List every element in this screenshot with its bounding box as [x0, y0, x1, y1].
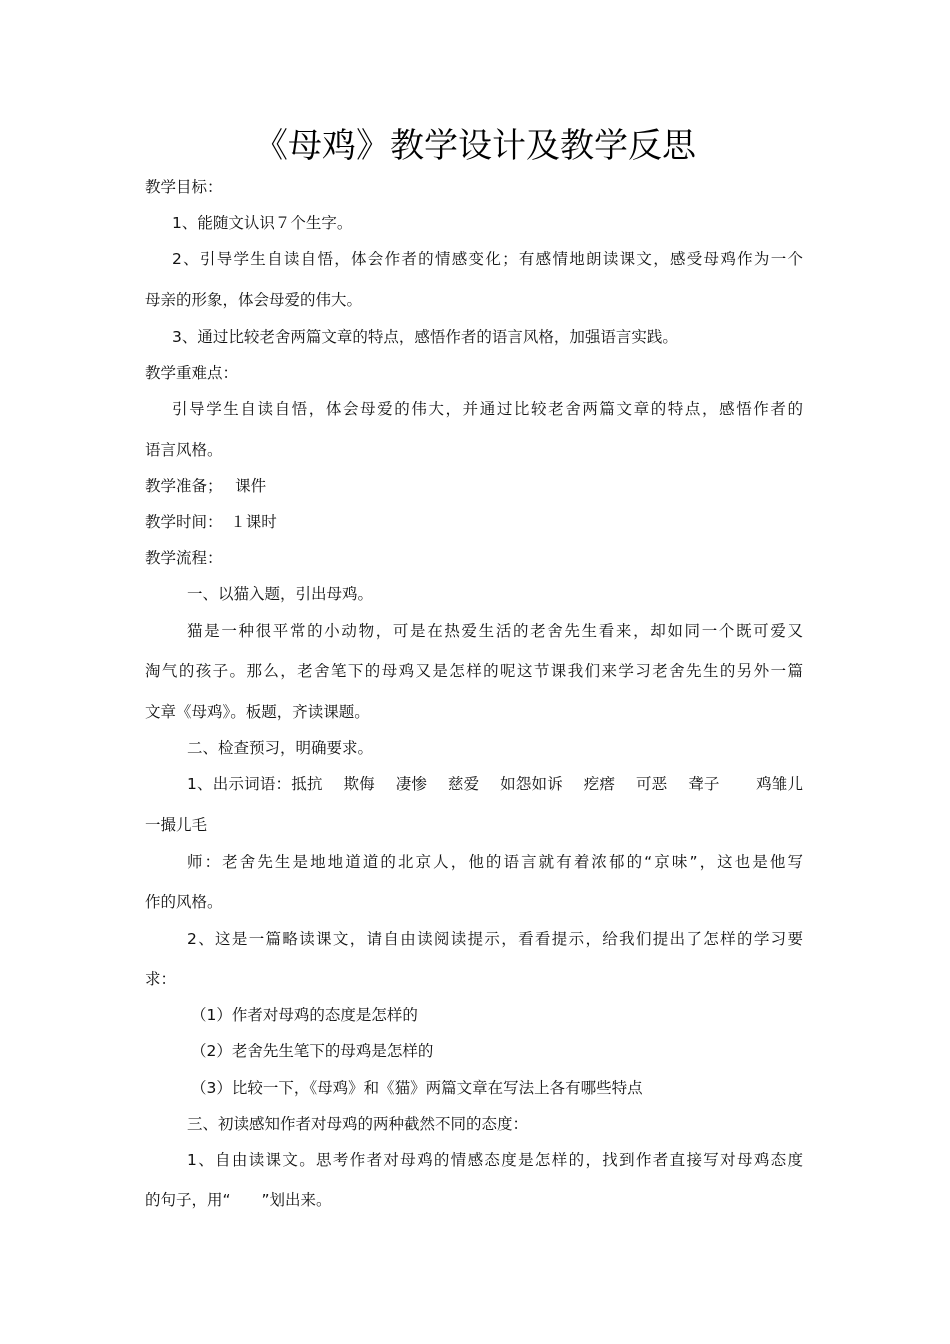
- step-1-para-line-1: 猫是一种很平常的小动物，可是在热爱生活的老舍先生看来，却如同一个既可爱又: [187, 622, 803, 640]
- question-2: （2）老舍先生笔下的母鸡是怎样的: [191, 1042, 434, 1060]
- step-1-heading: 一、以猫入题，引出母鸡。: [187, 585, 374, 603]
- document-title: 《母鸡》教学设计及教学反思: [254, 126, 696, 166]
- key-points-line-1: 引导学生自读自悟，体会母爱的伟大，并通过比较老舍两篇文章的特点，感悟作者的: [172, 400, 803, 418]
- reading-tip-line-1: 2、这是一篇略读课文，请自由读阅读提示，看看提示，给我们提出了怎样的学习要: [187, 930, 803, 948]
- step-3-heading: 三、初读感知作者对母鸡的两种截然不同的态度：: [187, 1115, 529, 1133]
- step-1-para-line-2: 淘气的孩子。那么，老舍笔下的母鸡又是怎样的呢这节课我们来学习老舍先生的另外一篇: [145, 662, 803, 680]
- preparation: 教学准备； 课件: [145, 477, 267, 495]
- teacher-note-line-2: 作的风格。: [145, 893, 223, 911]
- objective-2-line-1: 2、引导学生自读自悟，体会作者的情感变化；有感情地朗读课文，感受母鸡作为一个: [172, 250, 803, 268]
- objective-2-line-2: 母亲的形象，体会母爱的伟大。: [145, 291, 363, 309]
- step-3-line-2: 的句子，用“ ”划出来。: [145, 1191, 332, 1209]
- question-1: （1）作者对母鸡的态度是怎样的: [191, 1006, 418, 1024]
- reading-tip-line-2: 求：: [145, 970, 177, 988]
- step-3-line-1: 1、自由读课文。思考作者对母鸡的情感态度是怎样的，找到作者直接写对母鸡态度: [187, 1151, 803, 1169]
- objective-1: 1、能随文认识７个生字。: [172, 214, 353, 232]
- vocab-line-1: 1、出示词语：抵抗 欺侮 凄惨 慈爱 如怨如诉 疙瘩 可恶 聋子 鸡雏儿: [187, 775, 803, 793]
- heading-objectives: 教学目标：: [145, 178, 223, 196]
- teacher-note-line-1: 师：老舍先生是地地道道的北京人，他的语言就有着浓郁的“京味”，这也是他写: [187, 853, 803, 871]
- lesson-time: 教学时间： １课时: [145, 513, 277, 531]
- step-2-heading: 二、检查预习，明确要求。: [187, 739, 374, 757]
- objective-3: 3、通过比较老舍两篇文章的特点，感悟作者的语言风格，加强语言实践。: [172, 328, 678, 346]
- question-3: （3）比较一下，《母鸡》和《猫》两篇文章在写法上各有哪些特点: [191, 1079, 643, 1097]
- heading-process: 教学流程：: [145, 549, 223, 567]
- heading-key-points: 教学重难点：: [145, 364, 239, 382]
- step-1-para-line-3: 文章《母鸡》。板题，齐读课题。: [145, 703, 370, 721]
- vocab-line-2: 一撮儿毛: [145, 816, 208, 834]
- key-points-line-2: 语言风格。: [145, 441, 223, 459]
